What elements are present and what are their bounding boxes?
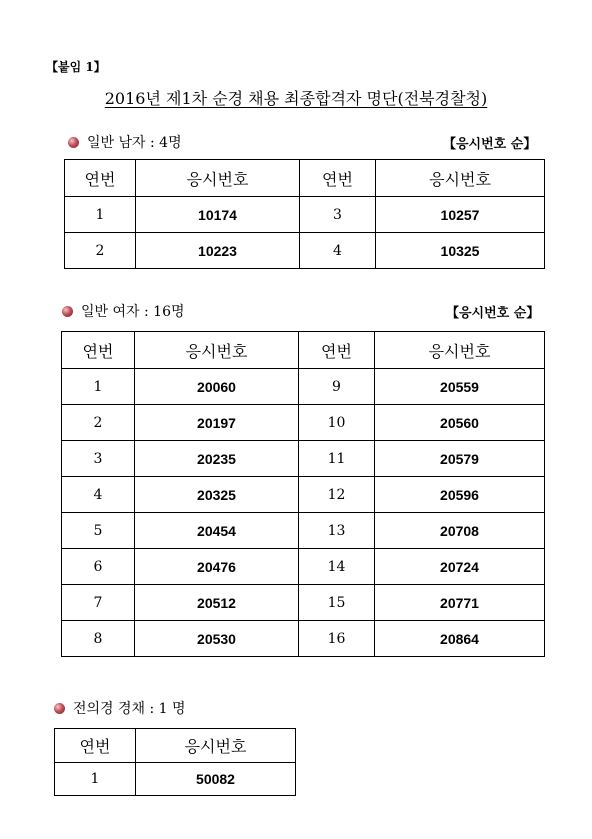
exam-no-cell: 10257 xyxy=(376,197,545,233)
exam-no-cell: 20724 xyxy=(375,549,545,585)
exam-no-cell: 50082 xyxy=(136,763,296,796)
exam-no-cell: 20530 xyxy=(135,621,299,657)
exam-no-cell: 20235 xyxy=(135,441,299,477)
table-row xyxy=(62,405,545,441)
seq-cell: 5 xyxy=(62,513,135,549)
seq-cell: 10 xyxy=(299,405,375,441)
table-row xyxy=(62,441,545,477)
table-row xyxy=(62,585,545,621)
header-exam-no: 응시번호 xyxy=(136,729,296,763)
section-heading-conscript xyxy=(54,698,186,718)
order-note: 【응시번호 순】 xyxy=(446,306,540,321)
seq-cell: 1 xyxy=(55,763,136,796)
table-row xyxy=(62,549,545,585)
header-exam-no: 응시번호 xyxy=(136,160,300,197)
section-heading-male xyxy=(68,132,182,152)
seq-cell: 7 xyxy=(62,585,135,621)
exam-no-cell: 10174 xyxy=(136,197,300,233)
male-table xyxy=(64,159,545,269)
bullet-icon xyxy=(68,137,79,148)
table-row xyxy=(62,477,545,513)
exam-no-cell: 20560 xyxy=(375,405,545,441)
order-note: 【응시번호 순】 xyxy=(443,137,537,152)
seq-cell: 3 xyxy=(300,197,376,233)
exam-no-cell: 20325 xyxy=(135,477,299,513)
header-exam-no: 응시번호 xyxy=(376,160,545,197)
exam-no-cell: 20864 xyxy=(375,621,545,657)
exam-no-cell: 20771 xyxy=(375,585,545,621)
document-title: 2016년 제1차 순경 채용 최종합격자 명단(전북경찰청) xyxy=(104,89,488,108)
exam-no-cell: 10325 xyxy=(376,233,545,269)
seq-cell: 15 xyxy=(299,585,375,621)
exam-no-cell: 20454 xyxy=(135,513,299,549)
header-seq: 연번 xyxy=(300,160,376,197)
table-row xyxy=(65,197,545,233)
seq-cell: 16 xyxy=(299,621,375,657)
header-seq: 연번 xyxy=(299,332,375,369)
table-header-row xyxy=(62,332,545,369)
table-row xyxy=(65,233,545,269)
seq-cell: 13 xyxy=(299,513,375,549)
conscript-table xyxy=(54,728,296,796)
table-row xyxy=(62,369,545,405)
seq-cell: 4 xyxy=(62,477,135,513)
attachment-label: 【붙임 1】 xyxy=(46,60,106,74)
seq-cell: 8 xyxy=(62,621,135,657)
seq-cell: 2 xyxy=(62,405,135,441)
seq-cell: 4 xyxy=(300,233,376,269)
exam-no-cell: 20708 xyxy=(375,513,545,549)
female-table xyxy=(61,331,545,657)
seq-cell: 12 xyxy=(299,477,375,513)
bullet-icon xyxy=(62,306,73,317)
header-seq: 연번 xyxy=(62,332,135,369)
table-row xyxy=(55,763,296,796)
seq-cell: 1 xyxy=(65,197,136,233)
table-header-row xyxy=(55,729,296,763)
seq-cell: 11 xyxy=(299,441,375,477)
section-label: 일반 남자 : 4명 xyxy=(87,135,182,151)
section-label: 일반 여자 : 16명 xyxy=(81,304,185,320)
header-exam-no: 응시번호 xyxy=(375,332,545,369)
section-heading-female xyxy=(62,301,185,321)
seq-cell: 3 xyxy=(62,441,135,477)
section-label: 전의경 경채 : 1 명 xyxy=(73,701,186,717)
exam-no-cell: 20197 xyxy=(135,405,299,441)
table-row xyxy=(62,513,545,549)
exam-no-cell: 20579 xyxy=(375,441,545,477)
table-header-row xyxy=(65,160,545,197)
header-seq: 연번 xyxy=(65,160,136,197)
exam-no-cell: 20559 xyxy=(375,369,545,405)
seq-cell: 9 xyxy=(299,369,375,405)
bullet-icon xyxy=(54,703,65,714)
header-seq: 연번 xyxy=(55,729,136,763)
exam-no-cell: 10223 xyxy=(136,233,300,269)
seq-cell: 14 xyxy=(299,549,375,585)
header-exam-no: 응시번호 xyxy=(135,332,299,369)
seq-cell: 2 xyxy=(65,233,136,269)
exam-no-cell: 20476 xyxy=(135,549,299,585)
exam-no-cell: 20060 xyxy=(135,369,299,405)
exam-no-cell: 20596 xyxy=(375,477,545,513)
seq-cell: 1 xyxy=(62,369,135,405)
table-row xyxy=(62,621,545,657)
exam-no-cell: 20512 xyxy=(135,585,299,621)
seq-cell: 6 xyxy=(62,549,135,585)
